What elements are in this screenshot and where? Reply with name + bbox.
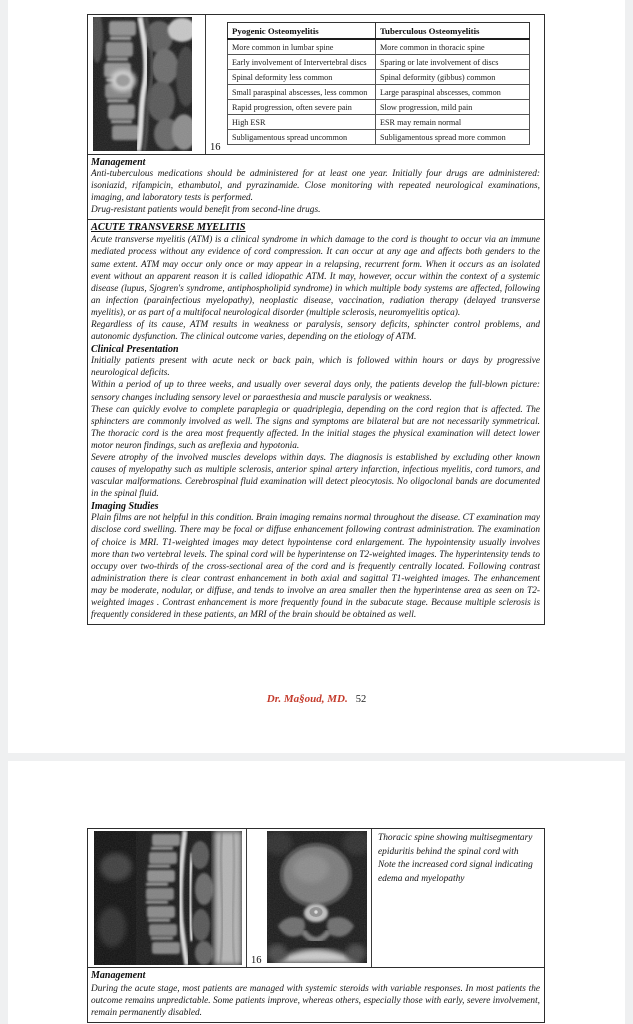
atm-paragraph: Initially patients present with acute neck or back pain, which is followed within hours or days by progressive neurological deficits. [91,356,540,379]
comparison-table-cell: Subligamentous spread uncommon [228,130,376,145]
atm-section [88,219,544,624]
axial-spine-mri-image [267,831,367,963]
imaging-studies-heading: Imaging Studies [91,501,159,513]
comparison-table-cell: Early involvement of Intervertebral discs [228,55,376,70]
atm-paragraph: Severe atrophy of the involved muscles develops within days. The diagnosis is established by excluding other known causes of myelopathy such as multiple sclerosis, anterior spinal artery infarction, infectious myelitis, cord tumors, and vascular malformations. Cerebrospinal fluid examination will detect pleocytosis. No oligoclonal bands are documented in the spinal fluid. [91,452,540,500]
atm-section-heading: ACUTE TRANSVERSE MYELITIS [91,222,246,234]
content-box-page2 [87,828,545,1023]
figure-divider [205,15,206,154]
comparison-table-cell: Sparing or late involvement of discs [376,55,530,70]
comparison-table-row [228,39,530,55]
author-name: Dr. Ma§oud, MD. [266,693,348,705]
atm-paragraph: These can quickly evolve to complete paraplegia or quadriplegia, depending on the cord region that is affected. The sphincters are commonly involved as well. The signs and symptoms are bilateral but are not necessarily symmetrical. The thoracic cord is the area most frequently affected. In the initial stages the physical examination will detect lower motor neuron findings, such as areflexia and hypotonia. [91,404,540,451]
comparison-table-cell: ESR may remain normal [376,115,530,130]
content-box-page1 [87,14,545,625]
comparison-table-cell: Large paraspinal abscesses, common [376,85,530,100]
comparison-table-row [228,55,530,70]
comparison-table-header-cell: Pyogenic Osteomyelitis [228,23,376,40]
figure-number: 16 [251,955,262,966]
comparison-table-cell: More common in lumbar spine [228,39,376,55]
page1-footer [8,689,625,707]
clinical-presentation-heading: Clinical Presentation [91,344,179,356]
atm-paragraph: Within a period of up to three weeks, and usually over several days only, the patients develop the full-blown picture: sensory changes including sensory level or paraesthesia and muscle paralysis or weakness. [91,380,540,403]
comparison-table-cell: Spinal deformity (gibbus) common [376,70,530,85]
management-heading: Management [91,970,146,981]
management-paragraph: During the acute stage, most patients are managed with systemic steroids with variable responses. In most patients the outcome remains unpredictable. Some patients improve, whereas others, especially those with early, severe involvement, remain permanently disabled. [91,984,540,1019]
figure-row-thoracic-spine [88,829,544,968]
document-page-1 [8,0,625,753]
page-number: 52 [355,694,367,705]
comparison-table-cell: Slow progression, mild pain [376,100,530,115]
sagittal-lumbar-spine-mri-image [93,17,192,151]
comparison-table-row [228,115,530,130]
sagittal-thoracic-spine-mri-image [94,831,242,965]
figure-divider [371,829,372,967]
figure-divider [246,829,247,967]
comparison-table-cell: Small paraspinal abscesses, less common [228,85,376,100]
management-paragraph: Anti-tuberculous medications should be administered for at least one year. Initially four drugs are administered: isoniazid, rifampicin, ethambutol, and pyrazinamide. Close monitoring with repeated neurological examinations, imaging, and laboratory tests is performed. [91,169,540,204]
management-paragraph: Drug-resistant patients would benefit from second-line drugs. [91,205,321,216]
management-section-page1 [88,155,544,219]
atm-paragraph: Plain films are not helpful in this condition. Brain imaging remains normal throughout the disease. CT examination may disclose cord swelling. There may be focal or diffuse enhancement following contrast administration. The examination of choice is MRI. T1-weighted images may detect hypointense cord enlargement. The hypointensity usually involves more than two vertebral levels. The spinal cord will be hyperintense on T2-weighted images. The hyperintensity tends to occupy over two-thirds of the cross-sectional area of the cord and is frequently centrally located. Following contrast administration there is clear contrast enhancement in both axial and sagittal T1-weighted images. The enhancement may be moderate, nodular, or diffuse, and tends to involve an area smaller then the hyperintense area as seen on T2-weighted images . Contrast enhancement is more frequently found in the subacute stage. Because multiple sclerosis is frequently considered in these patients, an MRI of the brain should be obtained as well. [91,513,540,621]
osteomyelitis-comparison-table [227,22,530,145]
atm-paragraph: Acute transverse myelitis (ATM) is a clinical syndrome in which damage to the cord is thought to occur via an immune mediated process without any evidence of cord compression. It can occur at any age and affects both genders to the same extent. ATM may occur only once or may appear in a relapsing, recurrent form. When it occurs as an isolated event without an apparent reason it is called idiopathic ATM. It may, however, occur within the context of a systemic disease (lupus, Sjogren's syndrome, antiphospholipid syndrome) in which multiple body systems are affected, following an infection (parainfectious myelopathy), neoplastic disease, vaccination, radiation therapy (delayed transverse myelitis), or as part of a multifocal neurological disorder (multiple sclerosis, neuromyelitis optica). [91,235,540,318]
comparison-table-cell: Subligamentous spread more common [376,130,530,145]
figure-row-osteomyelitis [88,15,544,155]
comparison-table-header-cell: Tuberculous Osteomyelitis [376,23,530,40]
comparison-table-cell: Spinal deformity less common [228,70,376,85]
figure-number: 16 [210,142,221,153]
comparison-table-row [228,85,530,100]
comparison-table-row [228,130,530,145]
comparison-table-cell: More common in thoracic spine [376,39,530,55]
comparison-table-row [228,100,530,115]
atm-paragraph: Regardless of its cause, ATM results in weakness or paralysis, sensory deficits, sphincter control problems, and autonomic dysfunction. The clinical outcome varies, depending on the etiology of ATM. [91,320,540,343]
comparison-table-header-row [228,23,530,40]
management-section-page2 [88,968,544,1022]
comparison-table-cell: Rapid progression, often severe pain [228,100,376,115]
comparison-table-row [228,70,530,85]
management-heading: Management [91,157,146,168]
document-page-2 [8,761,625,1024]
figure-caption: Thoracic spine showing multisegmentary epiduritis behind the spinal cord with Note the increased cord signal indicating edema and myelopathy [378,833,533,884]
comparison-table-cell: High ESR [228,115,376,130]
